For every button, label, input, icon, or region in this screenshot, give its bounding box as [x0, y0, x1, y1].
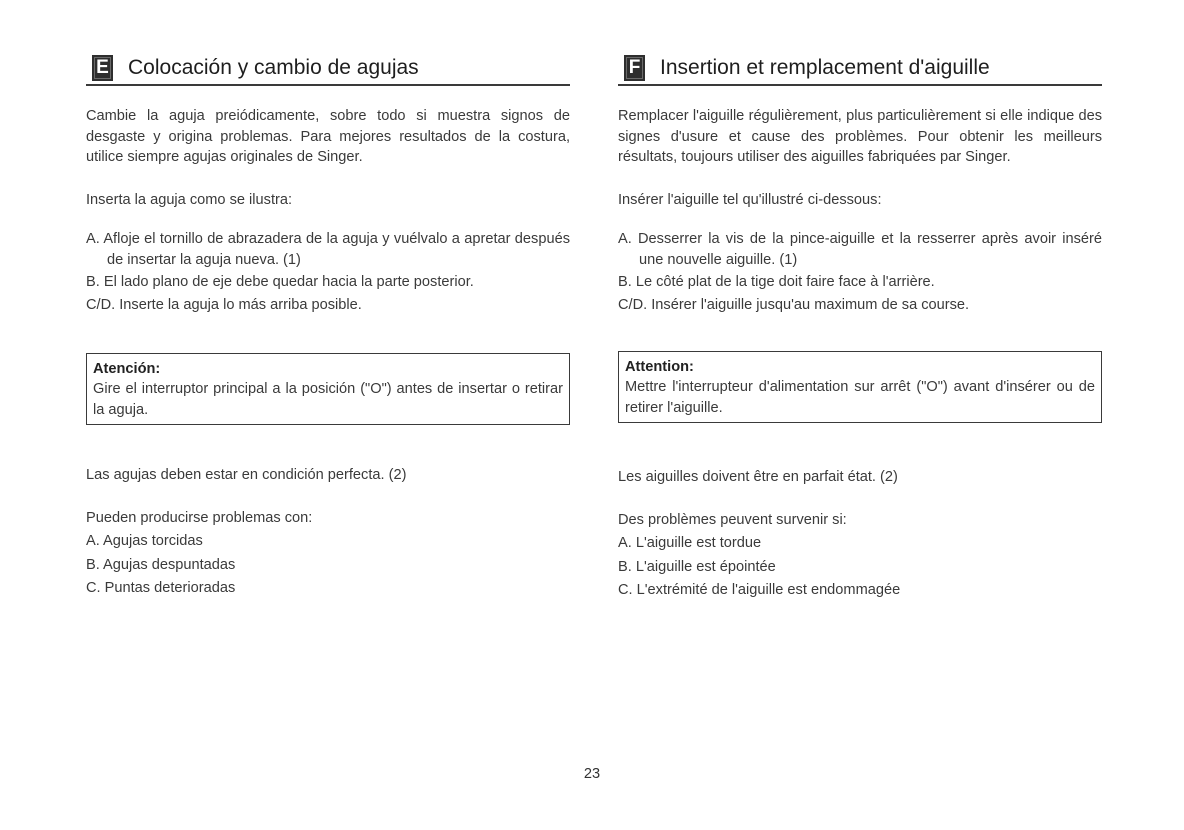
- french-needle-condition: Les aiguilles doivent être en parfait état. (2): [618, 469, 898, 485]
- french-step-cd: C/D. Insérer l'aiguille jusqu'au maximum de sa course.: [618, 296, 970, 313]
- spanish-problems-intro: Pueden producirse problemas con:: [86, 509, 313, 526]
- french-step-a: A. Desserrer la vis de la pince-aiguille et la resserrer après avoir inséré une nouvelle aiguille. (1): [618, 231, 1102, 268]
- french-step-b: B. Le côté plat de la tige doit faire face à l'arrière.: [618, 274, 935, 290]
- spanish-problem-a: A. Agujas torcidas: [86, 533, 203, 549]
- spanish-step-cd: C/D. Inserte la aguja lo más arriba posible.: [86, 296, 362, 313]
- spanish-insert-instruction: Inserta la aguja como se ilustra:: [86, 191, 293, 208]
- french-section-title: Insertion et remplacement d'aiguille: [660, 56, 990, 79]
- spanish-warning-title: Atención:: [93, 361, 161, 377]
- spanish-warning-text: Gire el interruptor principal a la posición ("O") antes de insertar o retirar la aguja.: [93, 381, 563, 418]
- spanish-intro-paragraph: Cambie la aguja preiódicamente, sobre todo si muestra signos de desgaste y origina problemas. Para mejores resultados de la costura, utilice siempre agujas originales de Singer.: [86, 108, 570, 165]
- page-number: 23: [583, 766, 601, 782]
- spanish-step-a: A. Afloje el tornillo de abrazadera de la aguja y vuélvalo a apretar después de insertar la aguja nueva. (1): [86, 231, 570, 268]
- french-warning-title: Attention:: [625, 359, 694, 375]
- spanish-warning-box: [86, 353, 570, 425]
- language-badge-es: E: [92, 55, 113, 81]
- french-column: [618, 52, 1102, 601]
- french-problem-a: A. L'aiguille est tordue: [618, 535, 762, 551]
- french-intro-paragraph: Remplacer l'aiguille régulièrement, plus particulièrement si elle indique des signes d'usure et cause des problèmes. Pour obtenir les meilleurs résultats, toujours utiliser des aiguilles fabriquées par Singer.: [618, 108, 1102, 165]
- spanish-needle-condition: Las agujas deben estar en condición perfecta. (2): [86, 467, 407, 483]
- spanish-section-header: [86, 52, 570, 86]
- spanish-problem-c: C. Puntas deterioradas: [86, 580, 236, 596]
- french-warning-box: [618, 351, 1102, 423]
- french-section-header: [618, 52, 1102, 86]
- french-insert-instruction: Insérer l'aiguille tel qu'illustré ci-dessous:: [618, 191, 882, 208]
- french-warning-text: Mettre l'interrupteur d'alimentation sur arrêt ("O") avant d'insérer ou de retirer l'aiguille.: [625, 379, 1095, 416]
- spanish-section-title: Colocación y cambio de agujas: [128, 56, 419, 79]
- french-problem-c: C. L'extrémité de l'aiguille est endommagée: [618, 582, 901, 598]
- spanish-step-b: B. El lado plano de eje debe quedar hacia la parte posterior.: [86, 274, 474, 290]
- spanish-problem-b: B. Agujas despuntadas: [86, 556, 236, 573]
- spanish-column: [86, 52, 570, 599]
- french-problem-b: B. L'aiguille est épointée: [618, 558, 776, 575]
- language-badge-fr: F: [624, 55, 645, 81]
- french-problems-intro: Des problèmes peuvent survenir si:: [618, 511, 847, 528]
